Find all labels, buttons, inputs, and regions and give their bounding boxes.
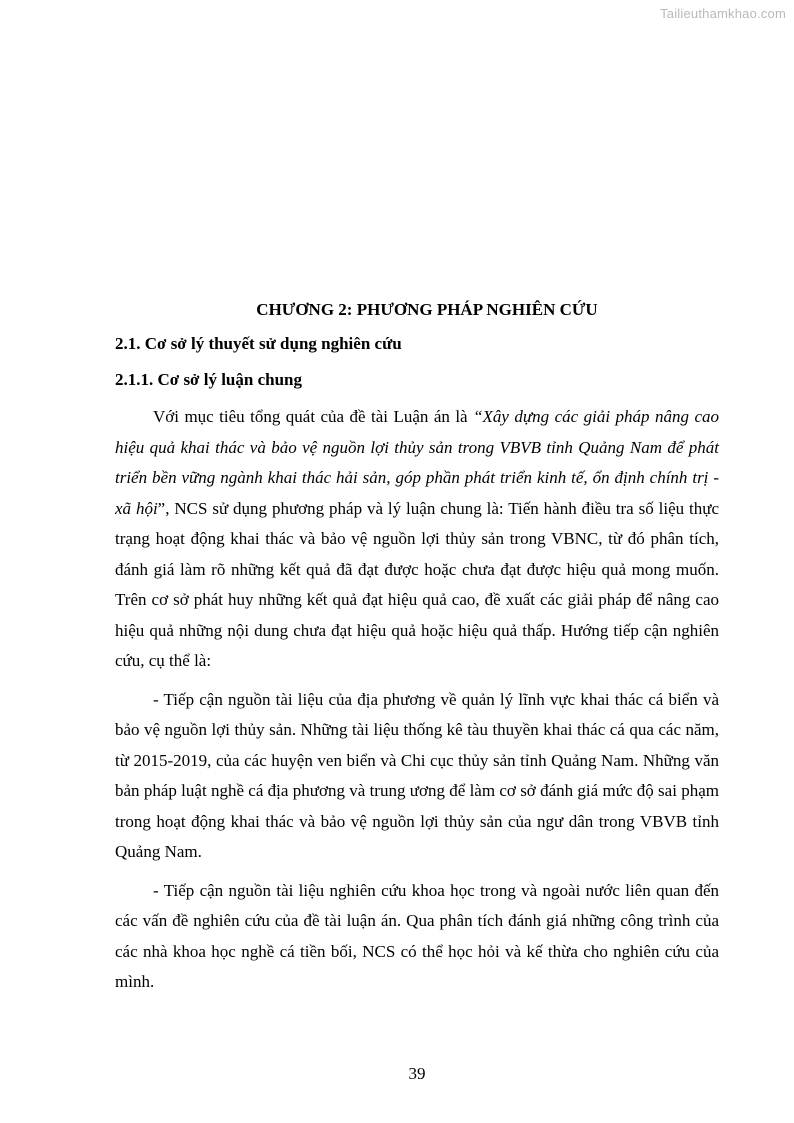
paragraph-research-documents: - Tiếp cận nguồn tài liệu nghiên cứu khoa học trong và ngoài nước liên quan đến các vấn đề nghiên cứu của đề tài luận án. Qua phân tích đánh giá những công trình của các nhà khoa học nghề cá tiền bối, NCS có thể học hỏi và kế thừa cho nghiên cứu của mình.: [115, 880, 719, 991]
section-heading-2-1: 2.1. Cơ sở lý thuyết sử dụng nghiên cứu: [115, 334, 402, 353]
chapter-title: CHƯƠNG 2: PHƯƠNG PHÁP NGHIÊN CỨU: [256, 300, 598, 319]
paragraph-local-documents: - Tiếp cận nguồn tài liệu của địa phương về quản lý lĩnh vực khai thác cá biển và bảo vệ nguồn lợi thủy sản. Những tài liệu thống kê tàu thuyền khai thác cá qua các năm, từ 2015-2019, của các huyện ven biển và Chi cục thủy sản tỉnh Quảng Nam. Những văn bản pháp luật nghề cá địa phương và trung ương để làm cơ sở đánh giá mức độ sai phạm trong hoạt động khai thác và bảo vệ nguồn lợi thủy sản của ngư dân trong VBVB tỉnh Quảng Nam.: [115, 689, 719, 861]
section-heading-2-1-1: 2.1.1. Cơ sở lý luận chung: [115, 370, 302, 389]
thesis-title-quote: “Xây dựng các giải pháp nâng cao hiệu quả khai thác và bảo vệ nguồn lợi thủy sản trong VBVB tỉnh Quảng Nam để phát triển bền vững ngành khai thác hải sản, góp phần phát triển kinh tế, ổn định chính trị - xã hội: [115, 407, 719, 518]
paragraph-objective-rest: ”, NCS sử dụng phương pháp và lý luận chung là: Tiến hành điều tra số liệu thực trạng hoạt động khai thác và bảo vệ nguồn lợi thủy sản trong VBNC, từ đó phân tích, đánh giá làm rõ những kết quả đã đạt được hoặc chưa đạt được hiệu quả mong muốn. Trên cơ sở phát huy những kết quả đạt hiệu quả cao, đề xuất các giải pháp để nâng cao hiệu quả những nội dung chưa đạt hiệu quả hoặc hiệu quả thấp. Hướng tiếp cận nghiên cứu, cụ thể là:: [115, 498, 719, 670]
page-content: [115, 296, 719, 1006]
paragraph-objective: [115, 402, 719, 677]
watermark-text: Tailieuthamkhao.com: [660, 6, 786, 21]
paragraph-objective-lead: Với mục tiêu tổng quát của đề tài Luận án là: [153, 407, 474, 426]
page-number: 39: [408, 1064, 426, 1083]
